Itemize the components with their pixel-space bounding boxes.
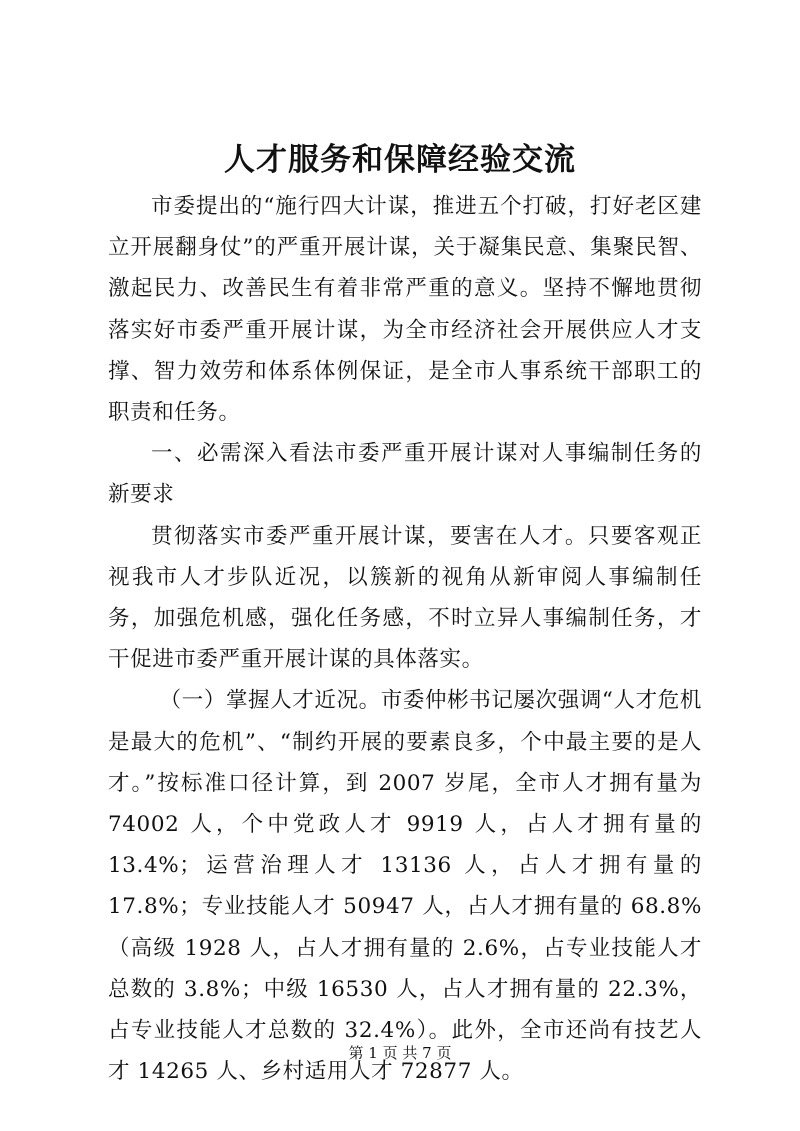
page-number: 第 1 页 共 7 页	[348, 1044, 452, 1062]
document-body	[108, 186, 702, 1092]
paragraph-section-1: 贯彻落实市委严重开展计谋，要害在人才。只要客观正视我市人才步队近况，以簇新的视角从新审阅人事编制任务，加强危机感，强化任务感，不时立异人事编制任务，才干促进市委严重开展计谋的具体落实。	[108, 523, 702, 673]
section-heading-1: 一、必需深入看法市委严重开展计谋对人事编制任务的新要求	[108, 441, 702, 508]
paragraph-subsection-1: （一）掌握人才近况。市委仲彬书记屡次强调“人才危机是最大的危机”、“制约开展的要素良多，个中最主要的是人才。”按标准口径计算，到 2007 岁尾，全市人才拥有量为 74002 人，个中党政人才 9919 人，占人才拥有量的 13.4%；运营治理人才 13136 人，占人才拥有量的 17.8%；专业技能人才 50947 人，占人才拥有量的 68.8%（高级 1928 人，占人才拥有量的 2.6%，占专业技能人才总数的 3.8%；中级 16530 人，占人才拥有量的 22.3%，占专业技能人才总数的 32.4%）。此外，全市还尚有技艺人才 14265 人、乡村适用人才 72877 人。	[108, 688, 702, 1085]
paragraph-intro: 市委提出的“施行四大计谋，推进五个打破，打好老区建立开展翻身仗”的严重开展计谋，关于凝集民意、集聚民智、激起民力、改善民生有着非常严重的意义。坚持不懈地贯彻落实好市委严重开展计谋，为全市经济社会开展供应人才支撑、智力效劳和体系体例保证，是全市人事系统干部职工的职责和任务。	[108, 194, 702, 426]
document-title: 人才服务和保障经验交流	[224, 142, 576, 178]
